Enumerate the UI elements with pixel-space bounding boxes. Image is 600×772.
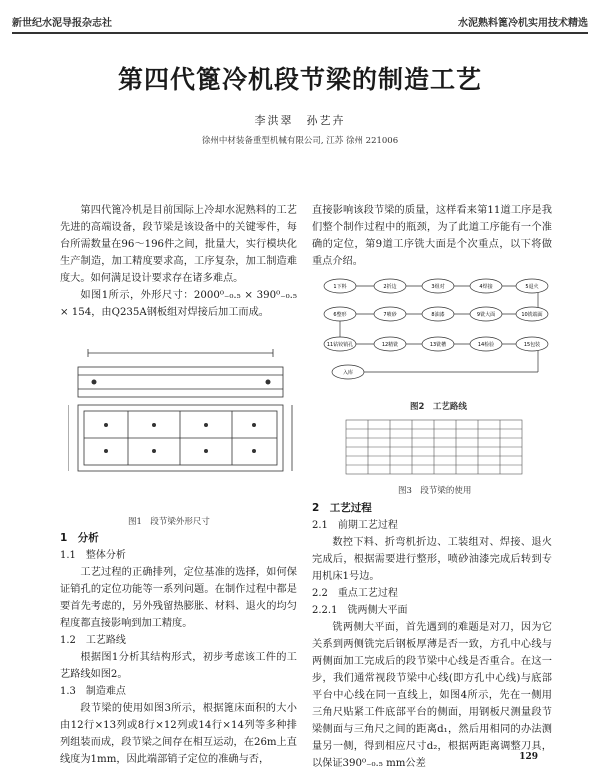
flow-step: 14检验 (477, 342, 495, 348)
flow-step: 5退火 (525, 284, 539, 290)
left-column-intro (60, 202, 297, 321)
section-2-heading: 2 工艺过程 (312, 502, 372, 514)
flow-step: 3组对 (431, 284, 445, 290)
flow-step: 7喷砂 (383, 312, 397, 318)
flow-step: 13铣槽 (429, 342, 447, 348)
figure-2-caption: 图2 工艺路线 (410, 402, 467, 412)
flow-step: 15包装 (523, 342, 541, 348)
section-2-2-1-heading: 2.2.1 铣两侧大平面 (312, 605, 408, 616)
running-header (0, 0, 600, 34)
section-1-3-text: 段节梁的使用如图3所示，根据篦床面积的大小由12行×13列或8行×12列或14行×14列等多种排列组装而成，段节梁之间存在相互运动，在26m上直线度为1mm，因此端部销子定位的准确与否， (60, 703, 297, 765)
section-1-2-text: 根据图1分析其结构形式，初步考虑该工件的工艺路线如图2。 (60, 652, 297, 680)
section-1-1-heading: 1.1 整体分析 (60, 550, 126, 561)
section-2-2-heading: 2.2 重点工艺过程 (312, 588, 398, 599)
left-column-sections (60, 530, 297, 768)
figure-2-flowchart (318, 272, 554, 392)
flow-step: 11钻铰销孔 (326, 342, 354, 348)
collection-name: 水泥熟料篦冷机实用技术精选 (458, 18, 588, 29)
figure-3-caption: 图3 段节梁的使用 (398, 486, 472, 496)
figure-1-drawing (68, 345, 293, 495)
article-authors: 李洪翠 孙艺卉 (254, 114, 346, 127)
flow-step: 10铣端面 (521, 312, 543, 318)
flow-step: 12精铣 (381, 342, 399, 348)
flow-step: 6整形 (333, 312, 347, 318)
article-title: 第四代篦冷机段节梁的制造工艺 (117, 65, 482, 94)
intro-paragraph-2: 如图1所示，外形尺寸：2000⁰₋₀.₅ × 390⁰₋₀.₅ × 154，由Q235A钢板组对焊接后加工而成。 (60, 290, 297, 318)
section-2-2-1-text: 铣两侧大平面，首先遇到的难题是对刀，因为它关系到两侧铣完后钢板厚薄是否一致，方孔中心线与两侧面加工完成后的段节梁中心线是否重合。在这一步，我们通常视段节梁中心线(即方孔中心线)与底部平台中心线在同一直线上，如图4所示，先在一侧用三角尺贴紧工件底部平台的侧面，用钢板尺测量段节梁侧面与三角尺之间的距离d₁，然后用相同的办法测量另一侧，得到相应尺寸d₂，根据两距离调整刀具，以保证390⁰₋₀.₅ mm公差 (312, 622, 552, 769)
flow-row-4 (332, 365, 364, 379)
figure-1-caption: 图1 段节梁外形尺寸 (128, 517, 210, 527)
continued-paragraph: 直接影响该段节梁的质量，这样看来第11道工序是我们整个制作过程中的瓶颈，为了此道工序能有一个准确的定位，第9道工序铣大面是个次重点，以下将做重点介绍。 (312, 205, 552, 267)
header-rule (12, 32, 588, 34)
section-1-1-text: 工艺过程的正确排列，定位基准的选择，如何保证销孔的定位功能等一系列问题。在制作过程中都是要首先考虑的，另外残留热膨胀、材料、退火的均匀程度都直接影响到加工精度。 (60, 567, 297, 629)
section-1-heading: 1 分析 (60, 532, 99, 544)
section-1-2-heading: 1.2 工艺路线 (60, 635, 126, 646)
article-affiliation: 徐州中材装备重型机械有限公司, 江苏 徐州 221006 (201, 136, 399, 146)
journal-name: 新世纪水泥导报杂志社 (12, 18, 112, 29)
flow-step: 2折边 (383, 284, 397, 290)
flow-step: 1下料 (333, 284, 347, 290)
right-column-sections (312, 500, 552, 772)
section-1-3-heading: 1.3 制造难点 (60, 686, 126, 697)
flow-step: 入库 (342, 370, 354, 376)
flow-step: 9铣大面 (476, 312, 496, 318)
flow-step: 8油漆 (431, 312, 445, 318)
intro-paragraph-1: 第四代篦冷机是目前国际上冷却水泥熟料的工艺先进的高端设备，段节梁是该设备中的关键零件，每台所需数量在96～196件之间，批量大，实行模块化生产制造，加工精度要求高，工序复杂，加工制造难度大。如何满足设计要求存在诸多难点。 (60, 205, 297, 284)
figure-3-drawing (344, 418, 524, 476)
right-column-intro (312, 202, 552, 270)
page-number: 129 (519, 752, 538, 762)
section-2-1-text: 数控下料、折弯机折边、工装组对、焊接、退火完成后，根据需要进行整形，喷砂油漆完成后转到专用机床1号边。 (312, 537, 552, 582)
section-2-1-heading: 2.1 前期工艺过程 (312, 520, 398, 531)
flow-step: 4焊接 (479, 284, 493, 290)
